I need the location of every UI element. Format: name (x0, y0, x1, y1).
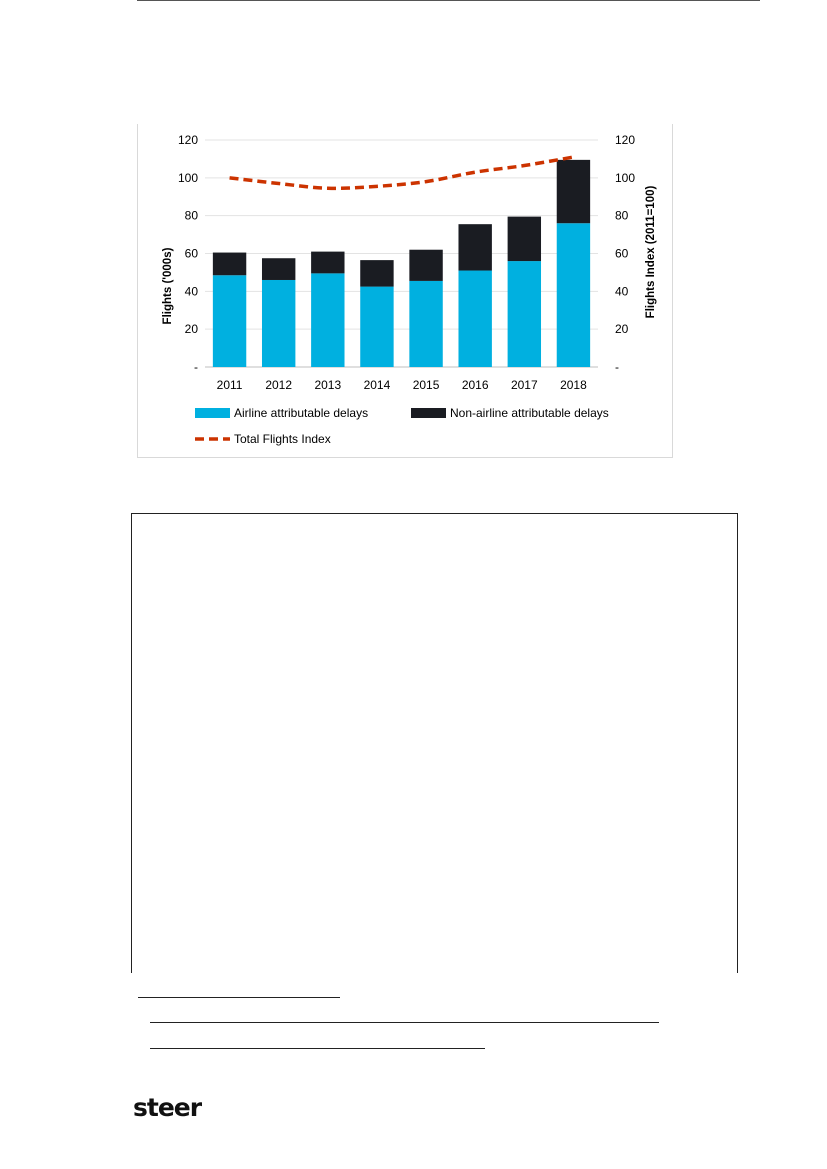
legend-label-nonairline: Non-airline attributable delays (450, 406, 609, 420)
x-tick-label: 2012 (265, 378, 293, 392)
footnote-link-2[interactable] (150, 1048, 485, 1049)
bar-non-airline (508, 217, 541, 261)
bars (213, 160, 590, 367)
x-axis-labels (217, 378, 587, 392)
y-tick-right: 120 (615, 133, 636, 147)
chart (137, 124, 673, 458)
y-tick-right: 40 (615, 284, 629, 299)
y-tick-right: - (615, 360, 619, 374)
bar-non-airline (360, 260, 393, 286)
index-line (230, 157, 574, 188)
bar-non-airline (458, 224, 491, 270)
y-axis-left (178, 133, 198, 374)
y-tick-left: 120 (177, 133, 198, 147)
y-tick-left: 60 (184, 246, 198, 261)
y-axis-right-title: Flights Index (2011=100) (645, 185, 657, 319)
bar-airline (213, 275, 246, 367)
bar-non-airline (262, 258, 295, 280)
bar-non-airline (311, 252, 344, 274)
bar-airline (508, 261, 541, 367)
y-axis-left-title: Flights ('000s) (162, 247, 174, 325)
y-tick-left: 40 (184, 284, 198, 299)
x-tick-label: 2016 (461, 378, 489, 392)
figure-placeholder-box (131, 513, 738, 973)
legend-swatch-nonairline (411, 408, 446, 418)
footnote-link-1[interactable] (150, 1022, 659, 1023)
x-tick-label: 2015 (412, 378, 440, 392)
y-tick-left: 100 (177, 170, 198, 185)
y-tick-right: 80 (615, 208, 629, 223)
y-tick-right: 60 (615, 246, 629, 261)
legend-swatch-airline (195, 408, 230, 418)
y-tick-left: 80 (184, 208, 198, 223)
bar-non-airline (409, 250, 442, 281)
x-tick-label: 2014 (363, 378, 391, 392)
x-tick-label: 2018 (560, 378, 587, 392)
legend-label-airline: Airline attributable delays (234, 406, 369, 420)
bar-airline (409, 281, 442, 367)
bar-airline (557, 223, 590, 367)
legend-label-index: Total Flights Index (234, 432, 331, 446)
top-rule (137, 0, 760, 1)
y-axis-right (615, 133, 635, 374)
x-tick-label: 2011 (216, 378, 243, 392)
bar-airline (262, 280, 295, 367)
bar-airline (311, 273, 344, 367)
bar-non-airline (213, 253, 246, 276)
y-tick-left: - (194, 360, 198, 374)
legend (195, 406, 609, 446)
footnote-separator (138, 997, 340, 998)
x-tick-label: 2017 (510, 378, 538, 392)
line-total-flights-index (230, 157, 574, 188)
y-tick-right: 100 (615, 170, 636, 185)
steer-logo: steer (133, 1093, 202, 1122)
y-tick-right: 20 (615, 322, 629, 337)
bar-airline (360, 287, 393, 367)
bar-non-airline (557, 160, 590, 223)
y-tick-left: 20 (184, 322, 198, 337)
x-tick-label: 2013 (314, 378, 342, 392)
bar-airline (458, 271, 491, 367)
